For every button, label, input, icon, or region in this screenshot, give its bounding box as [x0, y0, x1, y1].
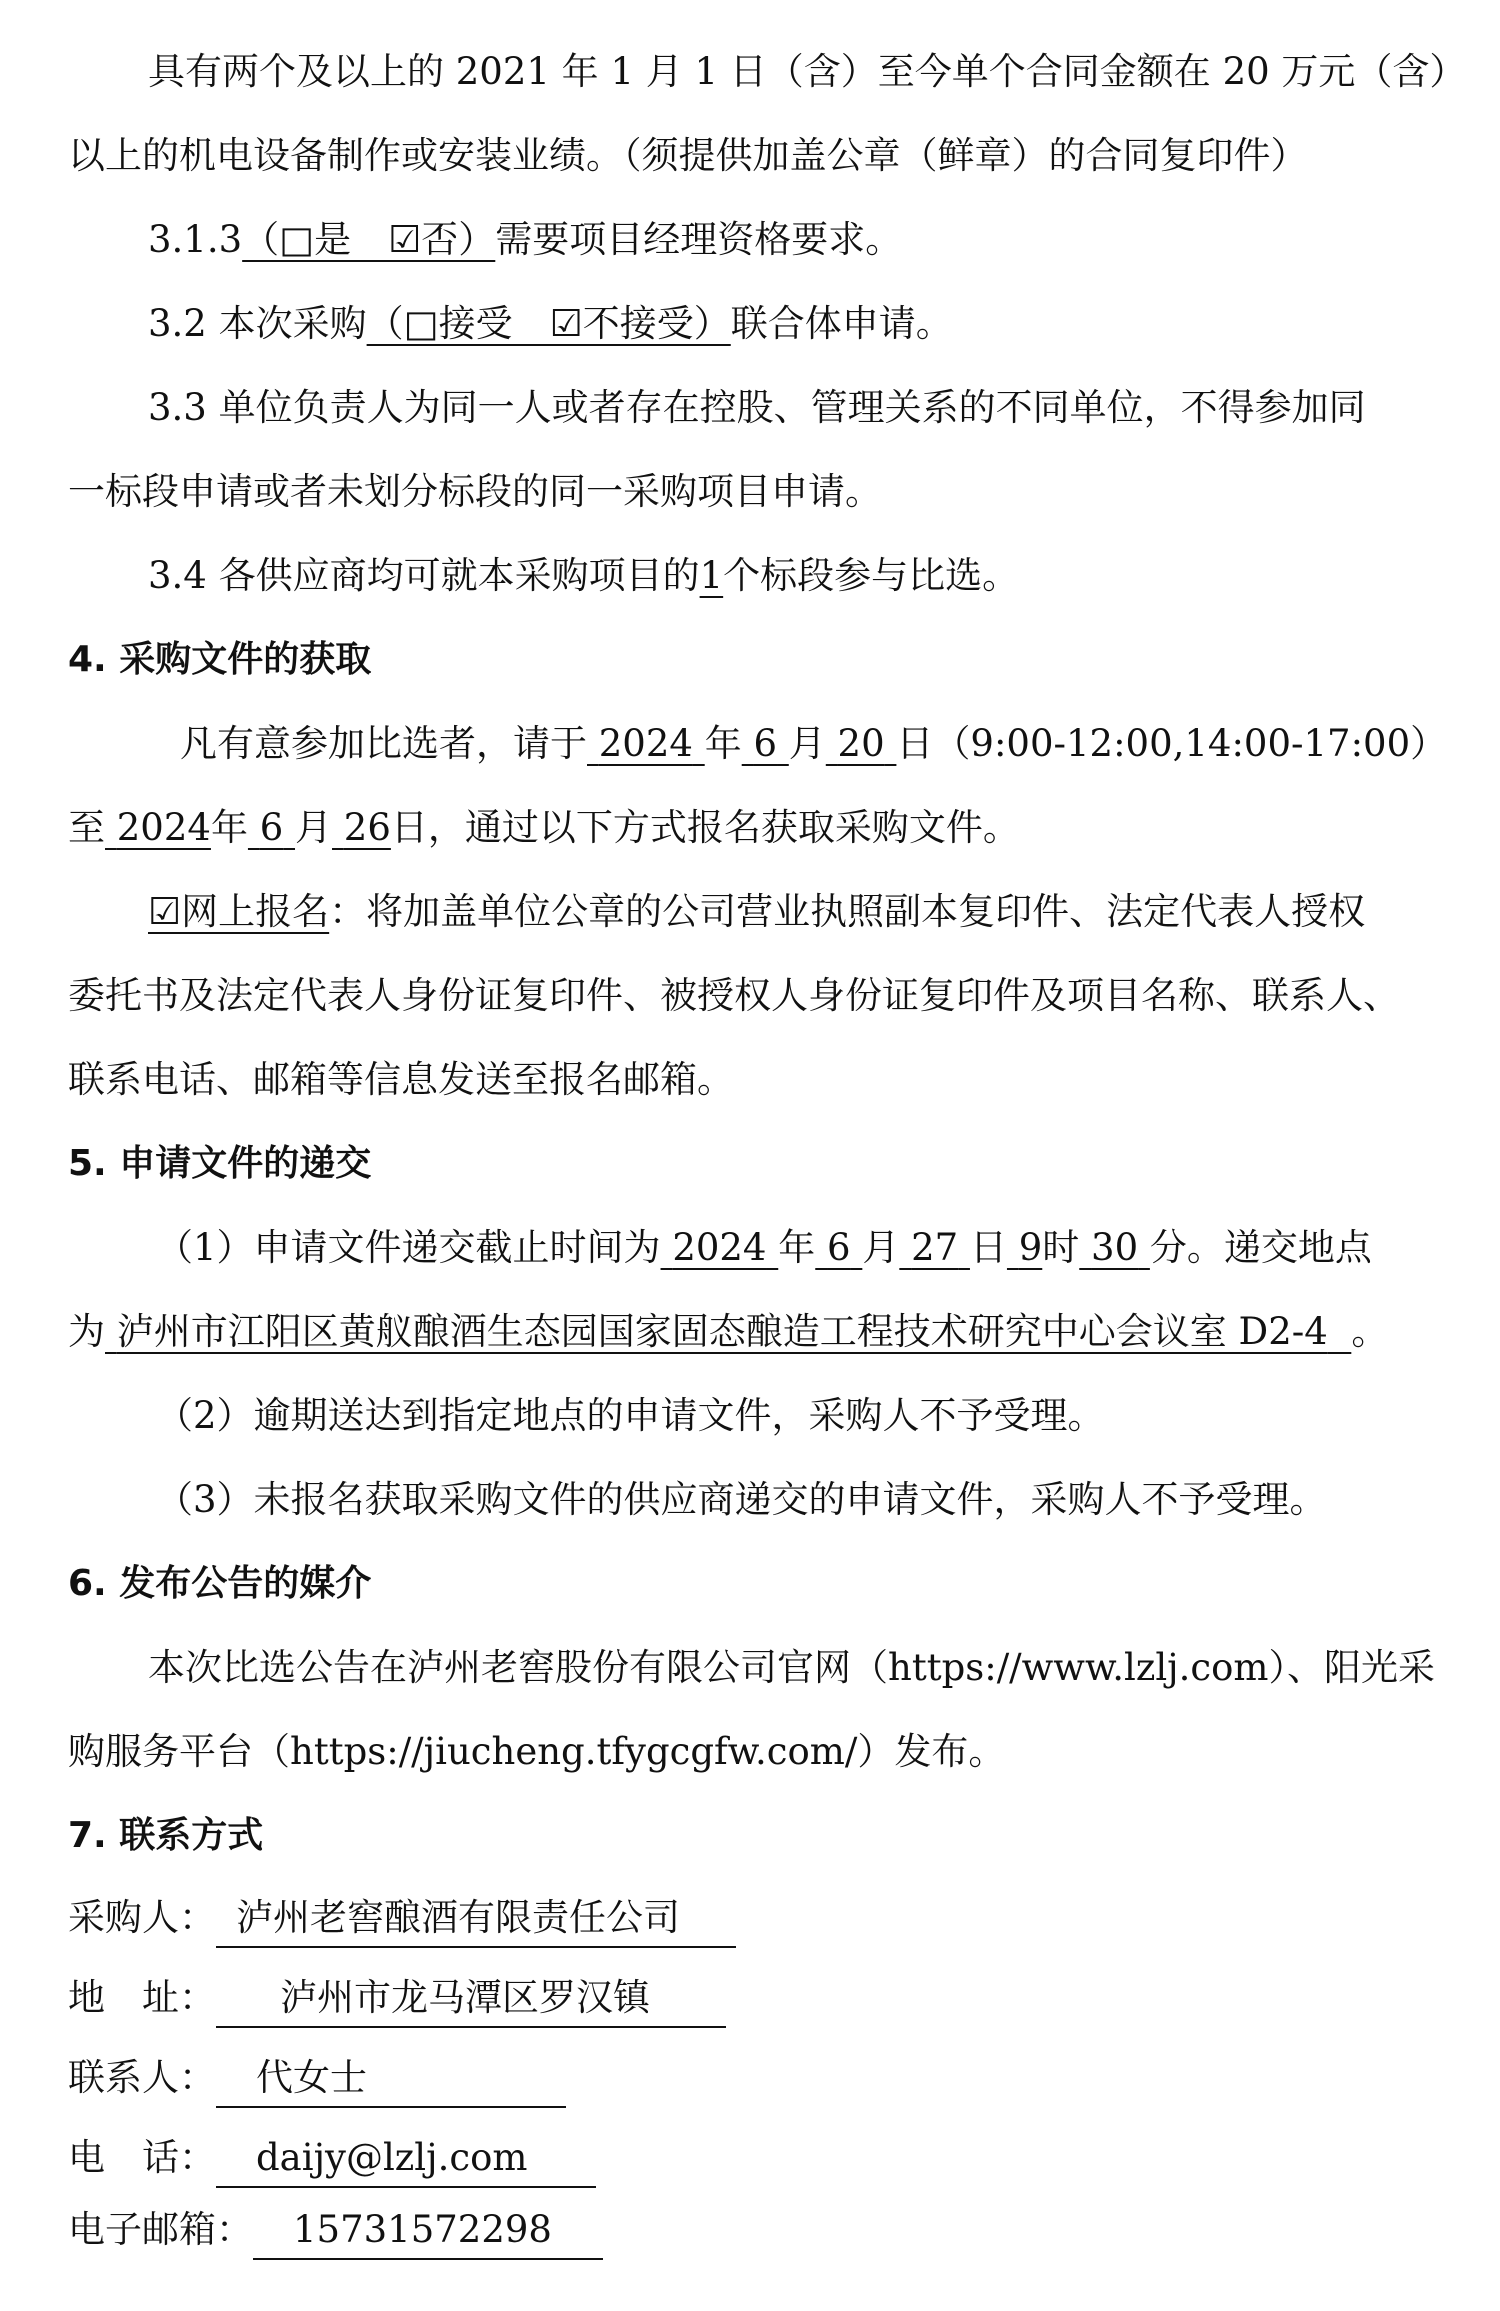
contact-phone-value: daijy@lzlj.com [216, 2130, 596, 2188]
text: 为 [68, 1310, 105, 1353]
submission-deadline-line [68, 1206, 1432, 1290]
item-3-2-text: 联合体申请。 [730, 302, 953, 345]
contact-email-label: 电子邮箱： [68, 2208, 253, 2251]
item-3-2 [68, 282, 1432, 366]
item-3-3-line-1: 3.3 单位负责人为同一人或者存在控股、管理关系的不同单位，不得参加同 [148, 386, 1366, 429]
item-3-1-3-text: 需要项目经理资格要求。 [495, 218, 903, 261]
contact-email-value: 15731572298 [253, 2202, 603, 2260]
section-4-title: 4. 采购文件的获取 [68, 639, 372, 680]
submission-item-2: （2）逾期送达到指定地点的申请文件，采购人不予受理。 [156, 1394, 1105, 1437]
text: 月 [295, 806, 333, 849]
text: 年 [210, 806, 248, 849]
contact-purchaser-value: 泸州老窖酿酒有限责任公司 [216, 1890, 736, 1948]
text: 分。递交地点 [1149, 1226, 1372, 1269]
deadline-hour [1007, 1226, 1042, 1269]
text: 至 [68, 806, 105, 849]
contact-purchaser [68, 1878, 1432, 1958]
item-3-4 [68, 534, 1432, 618]
media-line-1: 本次比选公告在泸州老窖股份有限公司官网（https://www.lzlj.com）、阳光采 [148, 1646, 1435, 1689]
contact-address-label: 地 址： [68, 1976, 216, 2019]
deadline-minute-value: 30 [1091, 1226, 1139, 1269]
text: 时 [1042, 1226, 1080, 1269]
text: ：将加盖单位公章的公司营业执照副本复印件、法定代表人授权 [329, 890, 1366, 933]
item-3-3-line-2: 一标段申请或者未划分标段的同一采购项目申请。 [68, 470, 882, 513]
item-3-1-3 [68, 198, 1432, 282]
online-registration-line-3: 联系电话、邮箱等信息发送至报名邮箱。 [68, 1058, 734, 1101]
section-6-title: 6. 发布公告的媒介 [68, 1563, 372, 1604]
start-day-value: 20 [837, 722, 885, 765]
text: 凡有意参加比选者，请于 [180, 722, 587, 765]
section-7-title: 7. 联系方式 [68, 1815, 264, 1856]
end-month-value: 6 [259, 806, 284, 849]
qualification-line-1: 具有两个及以上的 2021 年 1 月 1 日（含）至今单个合同金额在 20 万元（含） [148, 50, 1467, 93]
start-year-value: 2024 [598, 722, 693, 765]
text: 日（9:00-12:00,14:00-17:00） [896, 722, 1448, 765]
text: 。 [1351, 1310, 1389, 1353]
qualification-line-2: 以上的机电设备制作或安装业绩。（须提供加盖公章（鲜章）的合同复印件） [68, 134, 1308, 177]
deadline-month [815, 1226, 862, 1269]
end-month [248, 806, 295, 849]
contact-phone-label: 电 话： [68, 2136, 216, 2179]
item-3-1-3-number: 3.1.3 [148, 218, 243, 261]
text: 日，通过以下方式报名获取采购文件。 [390, 806, 1020, 849]
online-registration-line-2: 委托书及法定代表人身份证复印件、被授权人身份证复印件及项目名称、联系人、 [68, 974, 1400, 1017]
deadline-year-value: 2024 [672, 1226, 767, 1269]
section-5-title: 5. 申请文件的递交 [68, 1143, 372, 1184]
item-3-4-text: 个标段参与比选。 [723, 554, 1020, 597]
text: 年 [778, 1226, 816, 1269]
item-3-1-3-option: （□是 ☑否） [242, 218, 496, 261]
start-day [826, 722, 897, 765]
contact-phone [68, 2118, 1432, 2198]
submission-item-3: （3）未报名获取采购文件的供应商递交的申请文件，采购人不予受理。 [156, 1478, 1327, 1521]
item-3-4-prefix: 3.4 各供应商均可就本采购项目的 [148, 554, 700, 597]
text: 年 [704, 722, 742, 765]
online-registration-label: ☑网上报名 [148, 890, 330, 933]
section-4-date-line-2 [68, 786, 1432, 870]
deadline-hour-value: 9 [1018, 1226, 1043, 1269]
end-year [105, 806, 211, 849]
deadline-month-value: 6 [827, 1226, 851, 1269]
item-3-4-count: 1 [699, 554, 724, 597]
text: （1）申请文件递交截止时间为 [156, 1226, 661, 1269]
start-year [587, 722, 705, 765]
media-line-2: 购服务平台（https://jiucheng.tfygcgfw.com/）发布。 [68, 1730, 1006, 1773]
end-year-value: 2024 [116, 806, 211, 849]
online-registration-line-1 [68, 870, 1432, 954]
contact-address-value: 泸州市龙马潭区罗汉镇 [216, 1970, 726, 2028]
contact-purchaser-label: 采购人： [68, 1896, 216, 1939]
start-month-value: 6 [753, 722, 778, 765]
start-month [742, 722, 789, 765]
deadline-day-value: 27 [911, 1226, 959, 1269]
text: 月 [788, 722, 826, 765]
contact-person-value: 代女士 [216, 2050, 566, 2108]
submission-place [105, 1310, 1351, 1353]
deadline-year [661, 1226, 779, 1269]
submission-place-line [68, 1290, 1432, 1374]
item-3-2-option: （□接受 ☑不接受） [366, 302, 731, 345]
contact-person-label: 联系人： [68, 2056, 216, 2099]
contact-address [68, 1958, 1432, 2038]
deadline-minute [1079, 1226, 1150, 1269]
contact-email [68, 2198, 1432, 2262]
section-4-date-line-1 [68, 702, 1448, 786]
end-day-value: 26 [343, 806, 391, 849]
item-3-2-prefix: 3.2 本次采购 [148, 302, 367, 345]
deadline-day [899, 1226, 970, 1269]
submission-place-value: 泸州市江阳区黄舣酿酒生态园国家固态酿造工程技术研究中心会议室 D2-4 [116, 1310, 1328, 1353]
end-day [332, 806, 391, 849]
text: 月 [862, 1226, 900, 1269]
text: 日 [969, 1226, 1007, 1269]
contact-person [68, 2038, 1432, 2118]
